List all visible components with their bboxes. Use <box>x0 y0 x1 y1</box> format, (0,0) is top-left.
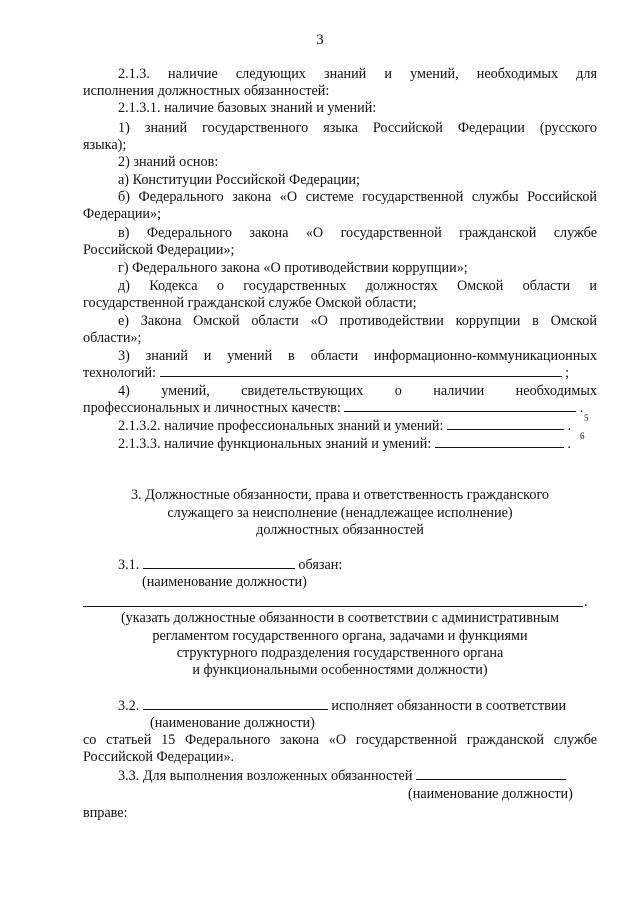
item-b-line2: Федерации»; <box>83 206 162 222</box>
item-4-line2 <box>83 400 597 417</box>
caption-duties-line4: и функциональными особенностями должности) <box>192 662 488 678</box>
item-g: г) Федерального закона «О противодействии коррупции»; <box>118 260 468 276</box>
duties-line-end: . <box>584 594 588 610</box>
para-2-1-3-2-label: 2.1.3.2. наличие профессиональных знаний и умений: <box>118 418 444 434</box>
item-3-line2 <box>83 365 597 382</box>
item-4-label: профессиональных и личностных качеств: <box>83 400 341 416</box>
item-b-line1: б) Федерального закона «О системе государственной службы Российской <box>118 189 597 205</box>
item-e-line1: е) Закона Омской области «О противодействии коррупции в Омской <box>118 313 597 329</box>
position-name-blank-3[interactable] <box>416 768 566 780</box>
item-d-line2: государственной гражданской службе Омской области; <box>83 295 417 311</box>
position-name-blank-2[interactable] <box>143 698 328 710</box>
item-1-line2: языка); <box>83 137 127 153</box>
caption-duties-line1: (указать должностные обязанности в соответствии с административным <box>120 610 560 626</box>
para-3-2-text: исполняет обязанности в соответствии <box>331 698 567 714</box>
caption-position-name-1: (наименование должности) <box>142 574 307 590</box>
footnote-5-marker[interactable]: 5 <box>584 413 589 423</box>
para-3-2 <box>118 698 598 715</box>
item-d-line1: д) Кодекса о государственных должностях Омской области и <box>118 278 597 294</box>
section-3-heading-line1: 3. Должностные обязанности, права и ответственность гражданского <box>130 487 550 503</box>
para-3-1 <box>118 557 598 574</box>
item-v-line2: Российской Федерации»; <box>83 242 235 258</box>
personal-qualities-blank[interactable] <box>344 400 576 412</box>
section-3-heading-line2: служащего за неисполнение (ненадлежащее исполнение) <box>167 505 513 521</box>
para-2-1-3-line1: 2.1.3. наличие следующих знаний и умений, необходимых для <box>118 66 597 82</box>
para-2-1-3-2-end: . <box>567 418 572 434</box>
item-1-line1: 1) знаний государственного языка Российской Федерации (русского <box>118 120 597 136</box>
para-3-1-word: обязан: <box>298 557 343 573</box>
it-skills-blank[interactable] <box>160 365 562 377</box>
footnote-6-marker[interactable]: 6 <box>580 431 585 441</box>
item-v-line1: в) Федерального закона «О государственной гражданской службе <box>118 225 597 241</box>
para-3-3-text: 3.3. Для выполнения возложенных обязанностей <box>118 768 413 784</box>
item-2: 2) знаний основ: <box>118 154 219 170</box>
para-3-3-end: вправе: <box>83 805 128 821</box>
item-3-end: ; <box>565 365 570 381</box>
para-3-3 <box>118 768 597 785</box>
section-3-heading-line3: должностных обязанностей <box>256 522 424 538</box>
caption-position-name-3: (наименование должности) <box>408 786 573 802</box>
para-2-1-3-3-end: . <box>567 436 571 452</box>
item-a: а) Конституции Российской Федерации; <box>118 172 360 188</box>
para-3-2-number: 3.2. <box>118 698 140 714</box>
para-2-1-3-2 <box>118 418 597 435</box>
caption-duties-line3: структурного подразделения государственного органа <box>176 645 504 661</box>
para-2-1-3-3 <box>118 436 597 453</box>
page-number: 3 <box>316 32 324 48</box>
item-3-label: технологий: <box>83 365 157 381</box>
item-4-end: . <box>579 400 584 416</box>
para-3-2-cont-line2: Российской Федерации». <box>83 749 235 765</box>
item-3-line1: 3) знаний и умений в области информационно-коммуникационных <box>118 348 597 364</box>
professional-skills-blank[interactable] <box>447 418 564 430</box>
item-e-line2: области»; <box>83 330 142 346</box>
duties-blank-line[interactable] <box>83 606 583 607</box>
para-2-1-3-line2: исполнения должностных обязанностей: <box>83 83 330 99</box>
para-3-1-number: 3.1. <box>118 557 140 573</box>
functional-skills-blank[interactable] <box>435 436 564 448</box>
para-2-1-3-1: 2.1.3.1. наличие базовых знаний и умений: <box>118 100 377 116</box>
item-4-line1: 4) умений, свидетельствующих о наличии необходимых <box>118 383 597 399</box>
position-name-blank-1[interactable] <box>143 557 295 569</box>
para-2-1-3-3-label: 2.1.3.3. наличие функциональных знаний и умений: <box>118 436 432 452</box>
caption-duties-line2: регламентом государственного органа, задачами и функциями <box>152 628 528 644</box>
caption-position-name-2: (наименование должности) <box>150 715 315 731</box>
para-3-2-cont-line1: со статьей 15 Федерального закона «О государственной гражданской службе <box>83 732 597 748</box>
